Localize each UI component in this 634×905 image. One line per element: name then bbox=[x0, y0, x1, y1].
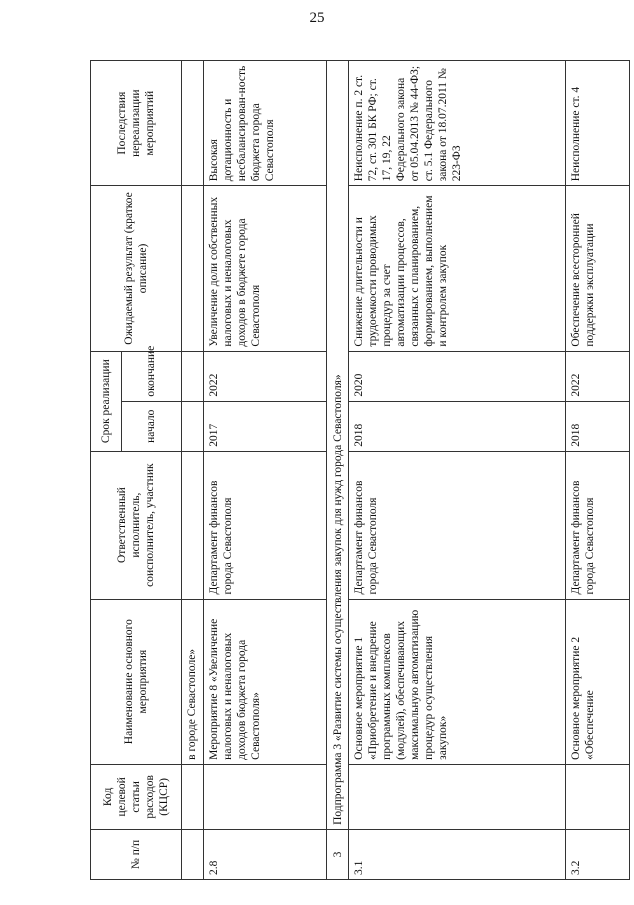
table-row bbox=[349, 61, 566, 880]
row-result: Обеспечение всесторонней поддержки эксплуатации bbox=[565, 186, 629, 351]
subprogram-num: 3 bbox=[327, 829, 349, 879]
row-code bbox=[565, 764, 629, 829]
row-end: 2020 bbox=[349, 351, 566, 401]
table-row bbox=[565, 61, 629, 880]
row-name: Мероприятие 8 «Увеличение налоговых и неналоговых доходов бюджета города Севастополя» bbox=[203, 599, 327, 764]
row-name: Основное мероприятие 1 «Приобретение и внедрение программных комплексов (модулей), обеспечивающих максимальную автоматизацию процедур осуществления закупок» bbox=[349, 599, 566, 764]
table-row bbox=[203, 61, 327, 880]
row-consequences: Неисполнение ст. 4 bbox=[565, 61, 629, 186]
page-number: 25 bbox=[309, 10, 325, 26]
header-consequences: Последствия нереализации мероприятий bbox=[91, 61, 182, 186]
continuation-code bbox=[181, 764, 203, 829]
continuation-row bbox=[181, 61, 203, 880]
row-start: 2018 bbox=[565, 401, 629, 451]
header-end: окончание bbox=[121, 351, 181, 401]
header-responsible: Ответственный исполнитель, соисполнитель, участник bbox=[91, 451, 182, 599]
row-num: 2.8 bbox=[203, 829, 327, 879]
subprogram-title: Подпрограмма 3 «Развитие системы осуществления закупок для нужд города Севастополя» bbox=[327, 61, 349, 830]
row-start: 2018 bbox=[349, 401, 566, 451]
header-name: Наименование основного мероприятия bbox=[91, 599, 182, 764]
row-responsible: Департамент финансов города Севастополя bbox=[565, 451, 629, 599]
continuation-text: в городе Севастополе» bbox=[181, 599, 203, 764]
row-result: Снижение длительности и трудоемкости проводимых процедур за счет автоматизации процессов, связанных с планированием, формированием, выполнением и контролем закупок bbox=[349, 186, 566, 351]
header-row-1 bbox=[91, 61, 122, 880]
measures-table bbox=[90, 60, 630, 880]
row-code bbox=[203, 764, 327, 829]
row-end: 2022 bbox=[565, 351, 629, 401]
rotated-table-wrapper bbox=[90, 60, 630, 880]
continuation-empty bbox=[181, 186, 203, 351]
continuation-empty bbox=[181, 351, 203, 401]
row-responsible: Департамент финансов города Севастополя bbox=[203, 451, 327, 599]
row-num: 3.2 bbox=[565, 829, 629, 879]
row-consequences: Высокая дотационность и несбалансирован-ность бюджета города Севастополя bbox=[203, 61, 327, 186]
continuation-empty bbox=[181, 451, 203, 599]
row-consequences: Неисполнение п. 2 ст. 72, ст. 301 БК РФ; ст. 17, 19, 22 Федерального закона от 05.04.2013 № 44-ФЗ; ст. 5.1 Федерального закона от 18.07.2011 № 223-ФЗ bbox=[349, 61, 566, 186]
rotated-table-container bbox=[90, 60, 630, 880]
header-code: Код целевой статьи расходов (КЦСР) bbox=[91, 764, 182, 829]
row-end: 2022 bbox=[203, 351, 327, 401]
header-result: Ожидаемый результат (краткое описание) bbox=[91, 186, 182, 351]
header-num: № п/п bbox=[91, 829, 182, 879]
row-result: Увеличение доли собственных налоговых и неналоговых доходов в бюджете города Севастополя bbox=[203, 186, 327, 351]
continuation-empty bbox=[181, 401, 203, 451]
continuation-empty bbox=[181, 61, 203, 186]
header-start: начало bbox=[121, 401, 181, 451]
row-start: 2017 bbox=[203, 401, 327, 451]
subprogram-row bbox=[327, 61, 349, 880]
row-responsible: Департамент финансов города Севастополя bbox=[349, 451, 566, 599]
header-term: Срок реализации bbox=[91, 351, 122, 451]
row-code bbox=[349, 764, 566, 829]
row-name: Основное мероприятие 2 «Обеспечение bbox=[565, 599, 629, 764]
row-num: 3.1 bbox=[349, 829, 566, 879]
continuation-num bbox=[181, 829, 203, 879]
